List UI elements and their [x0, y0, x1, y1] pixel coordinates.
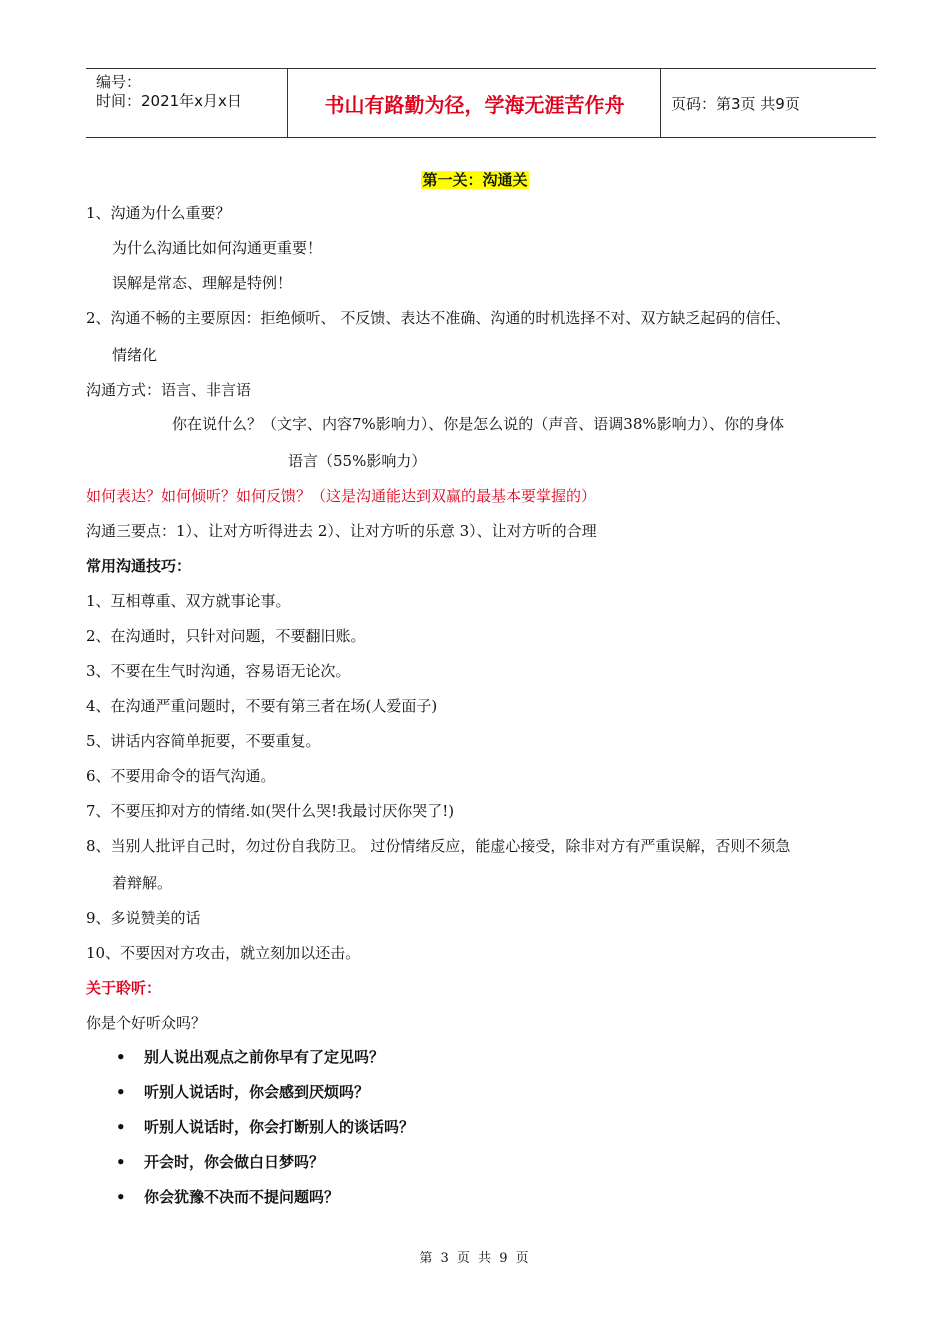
question-2-cont: 情绪化 [112, 346, 158, 364]
header-number: 编号： [96, 73, 142, 91]
header-time: 时间：2021年x月x日 [96, 92, 242, 110]
list-item-text: 听别人说话时，你会感到厌烦吗？ [144, 1083, 370, 1101]
skill-item: 6、不要用命令的语气沟通。 [86, 767, 276, 785]
skill-item-cont: 着辩解。 [112, 874, 173, 892]
communication-mode-detail-cont: 语言（55%影响力） [288, 452, 427, 470]
skill-item: 9、多说赞美的话 [86, 909, 201, 927]
list-item-text: 你会犹豫不决而不提问题吗？ [144, 1188, 340, 1206]
communication-mode-detail: 你在说什么？（文字、内容7%影响力）、你是怎么说的（声音、语调38%影响力）、你的身体 [172, 415, 785, 433]
skill-item: 10、不要因对方攻击，就立刻加以还击。 [86, 944, 361, 962]
bullet-icon: • [116, 1188, 126, 1206]
question-2: 2、沟通不畅的主要原因：拒绝倾听、 不反馈、表达不准确、沟通的时机选择不对、双方缺乏起码的信任、 [86, 309, 791, 327]
question-1-line-a: 为什么沟通比如何沟通更重要！ [112, 239, 323, 257]
three-points: 沟通三要点：1）、让对方听得进去 2）、让对方听的乐意 3）、让对方听的合理 [86, 522, 597, 540]
skill-item: 3、不要在生气时沟通，容易语无论次。 [86, 662, 351, 680]
header-motto: 书山有路勤为径，学海无涯苦作舟 [324, 92, 625, 117]
listening-question: 你是个好听众吗？ [86, 1014, 207, 1032]
header-page-info: 页码：第3页 共9页 [671, 94, 800, 113]
list-item-text: 听别人说话时，你会打断别人的谈话吗？ [144, 1118, 415, 1136]
section-title: 第一关：沟通关 [422, 171, 528, 189]
bullet-icon: • [116, 1118, 126, 1136]
skills-title: 常用沟通技巧： [86, 557, 192, 575]
question-1: 1、沟通为什么重要？ [86, 204, 231, 222]
page-footer: 第 3 页 共 9 页 [419, 1251, 531, 1266]
bullet-icon: • [116, 1048, 126, 1066]
bullet-icon: • [116, 1153, 126, 1171]
skill-item: 8、当别人批评自己时，勿过份自我防卫。 过份情绪反应，能虚心接受，除非对方有严重误解，否则不须急 [86, 837, 791, 855]
how-question: 如何表达？如何倾听？如何反馈？（这是沟通能达到双赢的最基本要掌握的） [86, 487, 597, 505]
question-1-line-b: 误解是常态、理解是特例！ [112, 274, 293, 292]
skill-item: 4、在沟通严重问题时，不要有第三者在场(人爱面子) [86, 697, 438, 715]
skill-item: 7、不要压抑对方的情绪.如(哭什么哭!我最讨厌你哭了!) [86, 802, 455, 820]
skill-item: 1、互相尊重、双方就事论事。 [86, 592, 291, 610]
bullet-icon: • [116, 1083, 126, 1101]
header-meta [96, 73, 242, 111]
skill-item: 5、讲话内容简单扼要，不要重复。 [86, 732, 321, 750]
listening-title: 关于聆听： [86, 979, 162, 997]
header-divider [660, 69, 661, 137]
list-item-text: 别人说出观点之前你早有了定见吗？ [144, 1048, 385, 1066]
list-item-text: 开会时，你会做白日梦吗？ [144, 1153, 325, 1171]
communication-mode: 沟通方式：语言、非言语 [86, 381, 252, 399]
skill-item: 2、在沟通时，只针对问题，不要翻旧账。 [86, 627, 366, 645]
page-header [86, 68, 876, 138]
